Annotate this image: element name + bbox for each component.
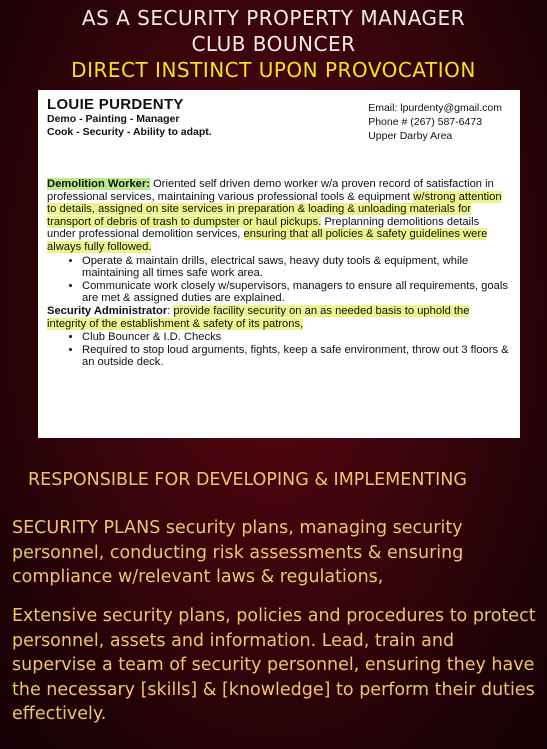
resume-tagline-2: Cook - Security - Ability to adapt. <box>47 126 212 138</box>
extensive-plans-paragraph: Extensive security plans, policies and procedures to protect personnel, assets and information. Lead, train and supervise a team of security personnel, ensuring they have the necessary [skills] & [knowledge] to perform their duties effectively. <box>12 606 536 724</box>
resume-email: Email: lpurdenty@gmail.com <box>368 102 502 114</box>
list-item: • Required to stop loud arguments, fights, keep a safe environment, throw out 3 floors & an outside deck. <box>82 344 510 369</box>
demolition-highlight-2: ensuring that all policies & safety guidelines were always fully followed. <box>47 228 488 253</box>
security-bullets <box>47 331 510 369</box>
security-title: Security Administrator <box>47 304 168 317</box>
demolition-title: Demolition Worker: <box>47 178 150 190</box>
demolition-highlight-1: w/strong attention to details, assigned on site services in preparation & loading & unloading materials for transport of debris of trash to dumpster or haul pickups. <box>47 190 502 228</box>
list-item: • Communicate work closely w/supervisors, managers to ensure all requirements, goals are met & assigned duties are explained. <box>82 280 510 305</box>
demolition-bullets <box>47 255 510 305</box>
resume-image <box>38 90 520 438</box>
list-item: • Club Bouncer & I.D. Checks <box>82 331 510 344</box>
security-plans-paragraph: SECURITY PLANS security plans, managing security personnel, conducting risk assessments & ensuring compliance w/relevant laws & regulations, <box>12 518 464 587</box>
responsibility-heading: RESPONSIBLE FOR DEVELOPING & IMPLEMENTING <box>28 470 467 490</box>
resume-tagline-1: Demo - Painting - Manager <box>47 113 180 125</box>
security-colon: : <box>167 304 174 317</box>
resume-header <box>47 96 510 178</box>
security-section <box>47 305 510 330</box>
demolition-text-2: Preplanning demolitions details under professional demolition services, <box>47 215 480 241</box>
resume-contact <box>368 101 502 143</box>
header-line-1: AS A SECURITY PROPERTY MANAGER <box>81 6 466 30</box>
resume-name: LOUIE PURDENTY <box>47 96 184 113</box>
demolition-section <box>47 178 510 254</box>
demolition-text-1: Oriented self driven demo worker w/a proven record of satisfaction in professional services, maintaining various professional tools & equipment <box>47 178 494 203</box>
resume-area: Upper Darby Area <box>368 130 453 142</box>
header-line-2: CLUB BOUNCER <box>191 32 356 56</box>
security-highlight: provide facility security on an as needed basis to uphold the integrity of the establishment & safety of its patrons, <box>47 304 470 330</box>
header-line-3: DIRECT INSTINCT UPON PROVOCATION <box>71 58 476 82</box>
list-item: • Operate & maintain drills, electrical saws, heavy duty tools & equipment, while maintaining all times safe work area. <box>82 255 510 280</box>
resume-phone: Phone # (267) 587-6473 <box>368 116 483 128</box>
